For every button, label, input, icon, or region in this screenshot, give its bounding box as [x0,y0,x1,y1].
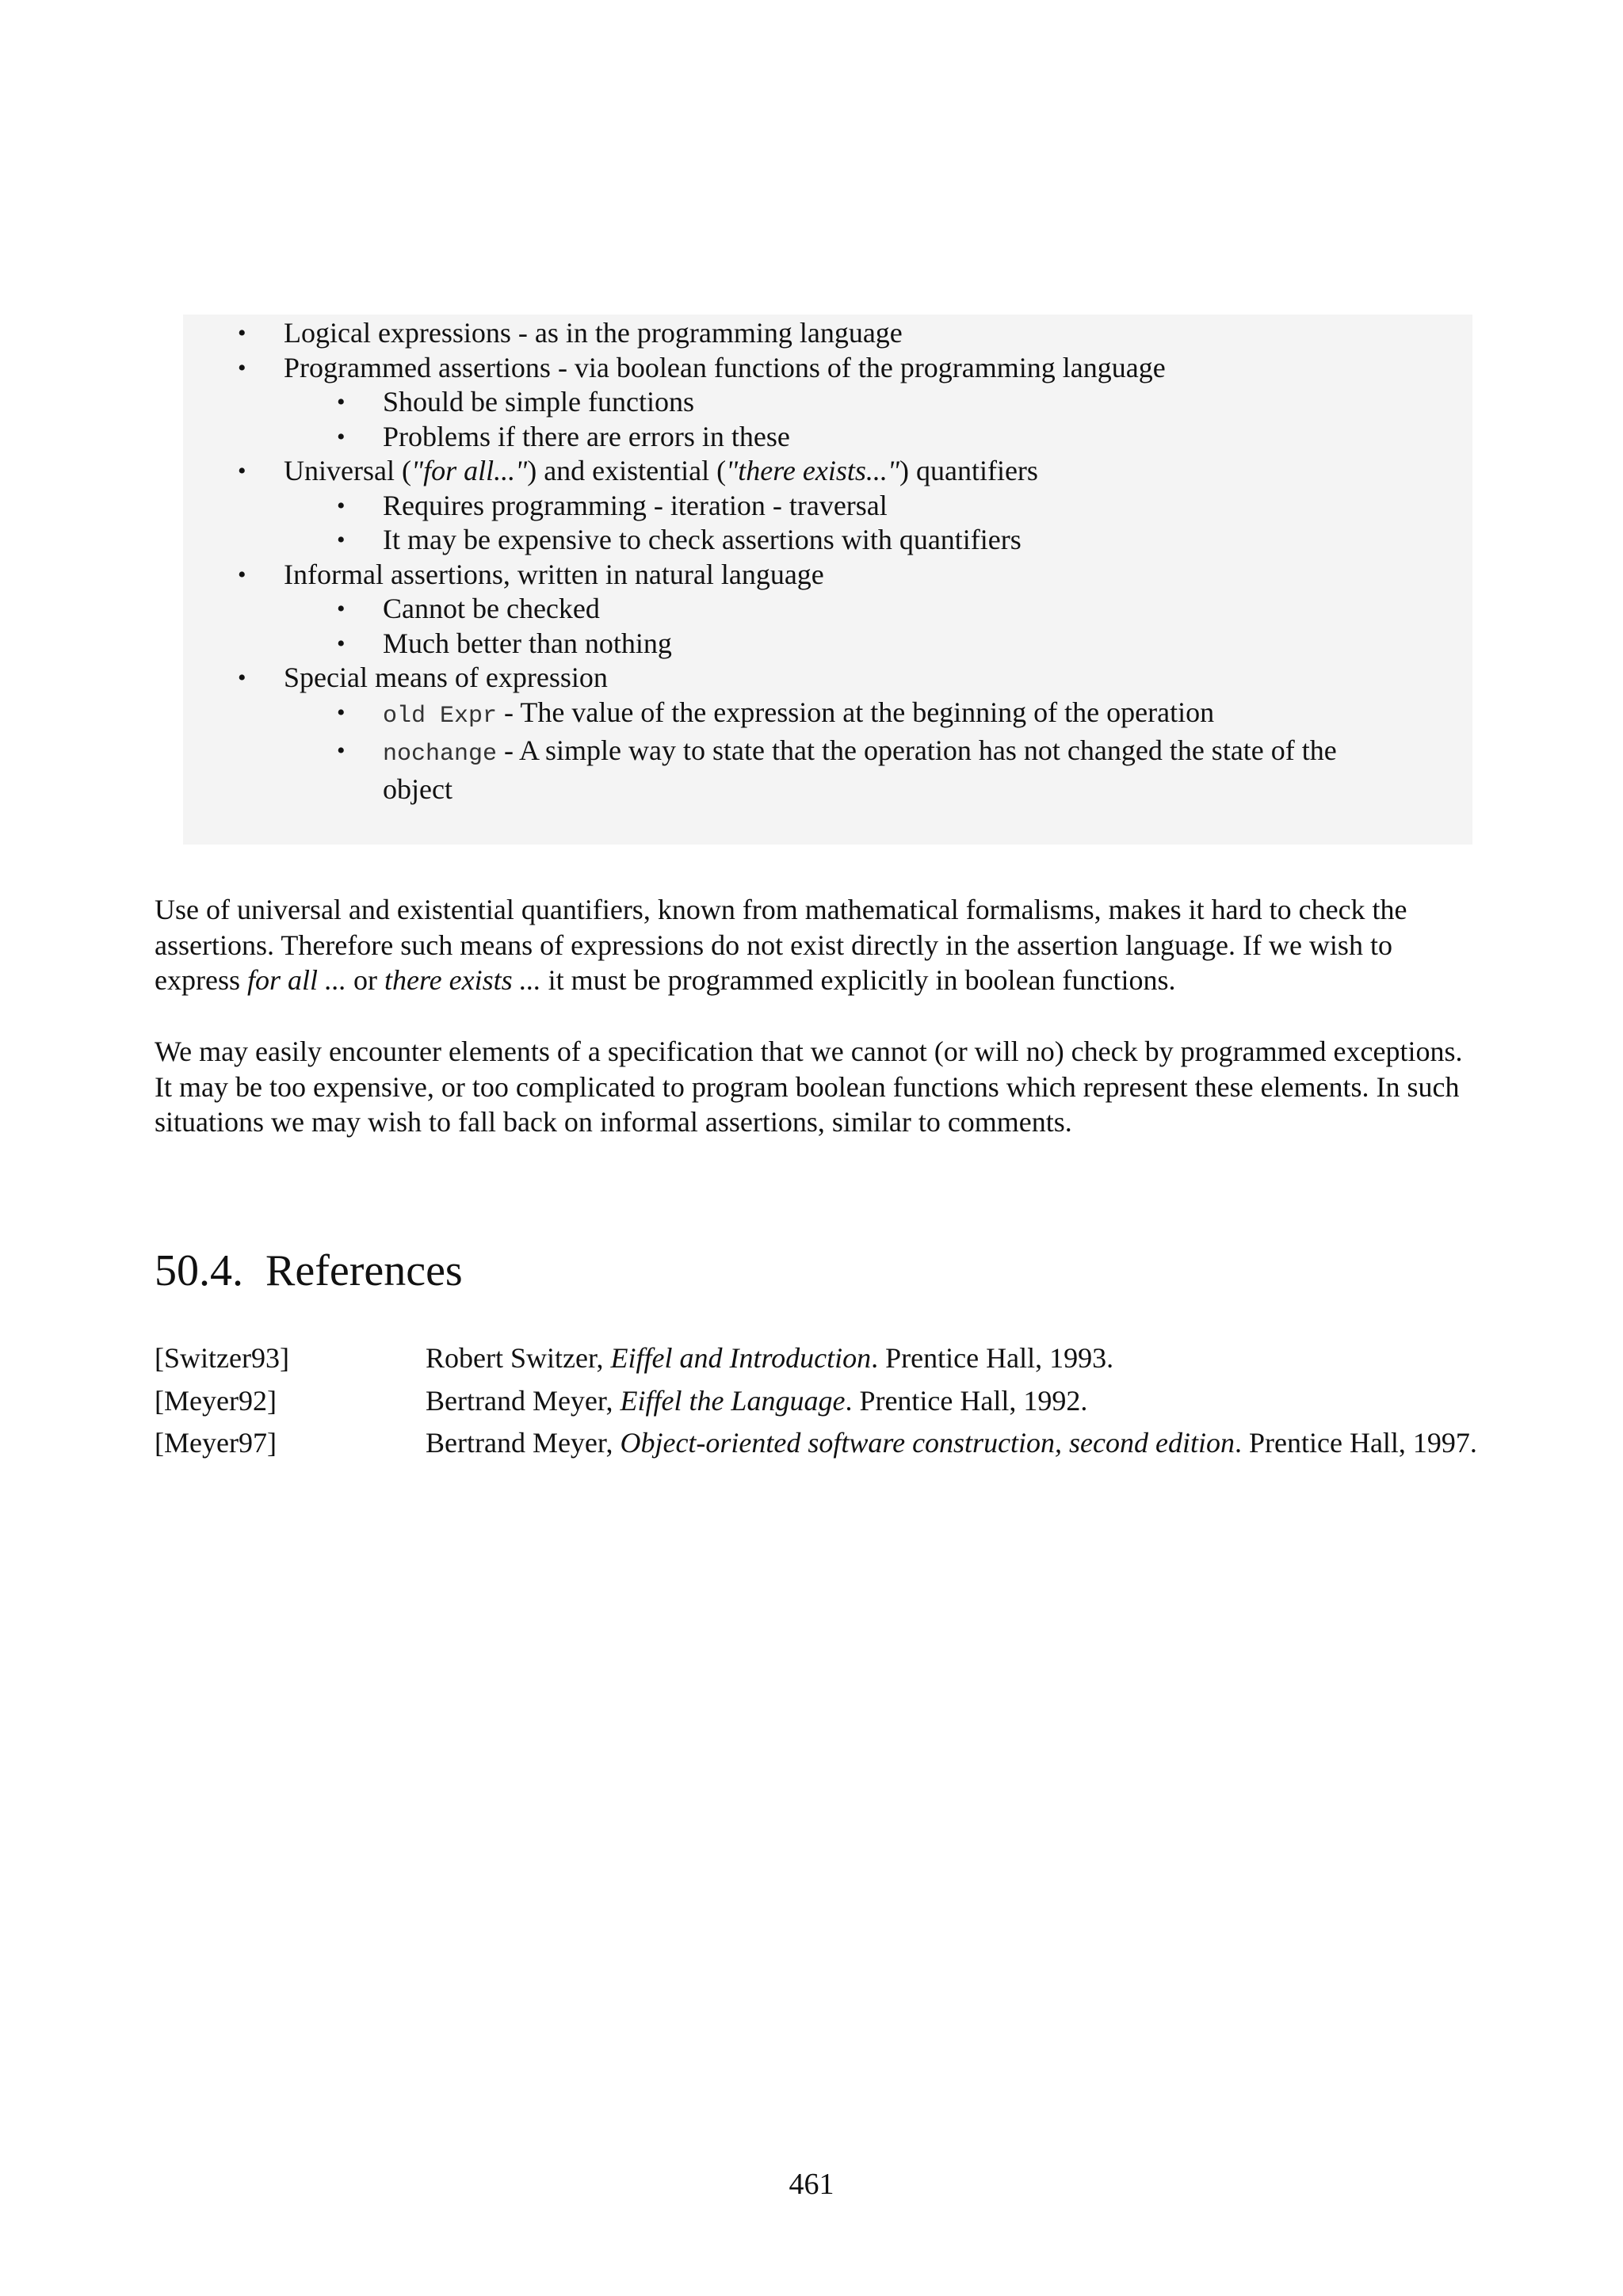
bullet-icon: • [238,561,246,588]
sub-list-item-text: Much better than nothing [383,627,672,659]
sub-list-item-text: Requires programming - iteration - traversal [383,489,888,521]
list-item-text: Logical expressions - as in the programming language [284,317,903,349]
bullet-icon: • [337,527,346,553]
list-item [183,558,1451,662]
bullet-icon: • [337,596,346,622]
sub-list-item-text: - The value of the expression at the beginning of the operation [497,696,1215,728]
code-old-expr: old Expr [383,702,498,730]
list-item-text: Programmed assertions - via boolean functions of the programming language [284,351,1166,383]
section-title: References [265,1246,463,1295]
section-heading [155,1245,463,1296]
sub-list [337,696,1451,807]
assertion-kinds-box [183,315,1472,845]
list-item-text: Universal ("for all...") and existential ("there exists...") quantifiers [284,455,1038,486]
bullet-icon: • [337,699,346,726]
sub-list-item [337,523,1451,558]
list-item-text: Informal assertions, written in natural language [284,558,824,590]
paragraph-informal-assertions: We may easily encounter elements of a specification that we cannot (or will no) check by programmed exceptions. It may be too expensive, or too complicated to program boolean functions which represent these elements. In such situations we may wish to fall back on informal assertions, similar to comments. [155,1035,1463,1138]
bullet-icon: • [337,492,346,519]
bullet-icon: • [337,423,346,450]
sub-list-item [337,489,1451,524]
list-item [183,661,1451,807]
bullet-icon: • [238,665,246,691]
sub-list-item [337,734,1451,807]
code-nochange: nochange [383,741,498,768]
bullet-icon: • [238,320,246,346]
reference-entry [155,1384,1478,1419]
sub-list [337,385,1451,454]
bullet-icon: • [337,630,346,657]
sub-list-item-text: Cannot be checked [383,593,600,624]
sub-list [337,489,1451,558]
reference-text: Bertrand Meyer, Object-oriented software construction, second edition. Prentice Hall, 1997. [426,1427,1477,1459]
section-number: 50.4. [155,1246,243,1295]
references-list [155,1341,1478,1469]
page-number: 461 [789,2168,834,2201]
bullet-icon: • [337,738,346,764]
reference-text: Bertrand Meyer, Eiffel the Language. Prentice Hall, 1992. [426,1384,1088,1417]
sub-list-item [337,696,1451,734]
sub-list-item-text: Should be simple functions [383,386,694,418]
sub-list-item-text: It may be expensive to check assertions with quantifiers [383,524,1022,555]
sub-list-item [337,420,1451,455]
sub-list-item [337,385,1451,420]
assertion-kinds-list [183,316,1451,807]
sub-list-item [337,592,1451,627]
list-item [183,454,1451,558]
reference-key: [Switzer93] [155,1342,289,1374]
reference-key: [Meyer92] [155,1384,277,1417]
list-item-text: Special means of expression [284,662,608,693]
list-item [183,316,1451,351]
bullet-icon: • [238,458,246,484]
bullet-icon: • [238,354,246,381]
reference-key: [Meyer97] [155,1427,277,1459]
reference-entry [155,1341,1478,1376]
paragraph-quantifiers: Use of universal and existential quantifiers, known from mathematical formalisms, makes it hard to check the assertions. Therefore such means of expressions do not exist directly in the assertion language. If we wish to express for all ... or there exists ... it must be programmed explicitly in boolean functions. [155,894,1407,996]
bullet-icon: • [337,389,346,415]
sub-list [337,592,1451,661]
sub-list-item-text: Problems if there are errors in these [383,420,790,452]
reference-text: Robert Switzer, Eiffel and Introduction. Prentice Hall, 1993. [426,1342,1114,1374]
sub-list-item-text: - A simple way to state that the operation has not changed the state of the object [383,734,1337,805]
list-item [183,351,1451,455]
sub-list-item [337,627,1451,662]
reference-entry [155,1426,1478,1461]
